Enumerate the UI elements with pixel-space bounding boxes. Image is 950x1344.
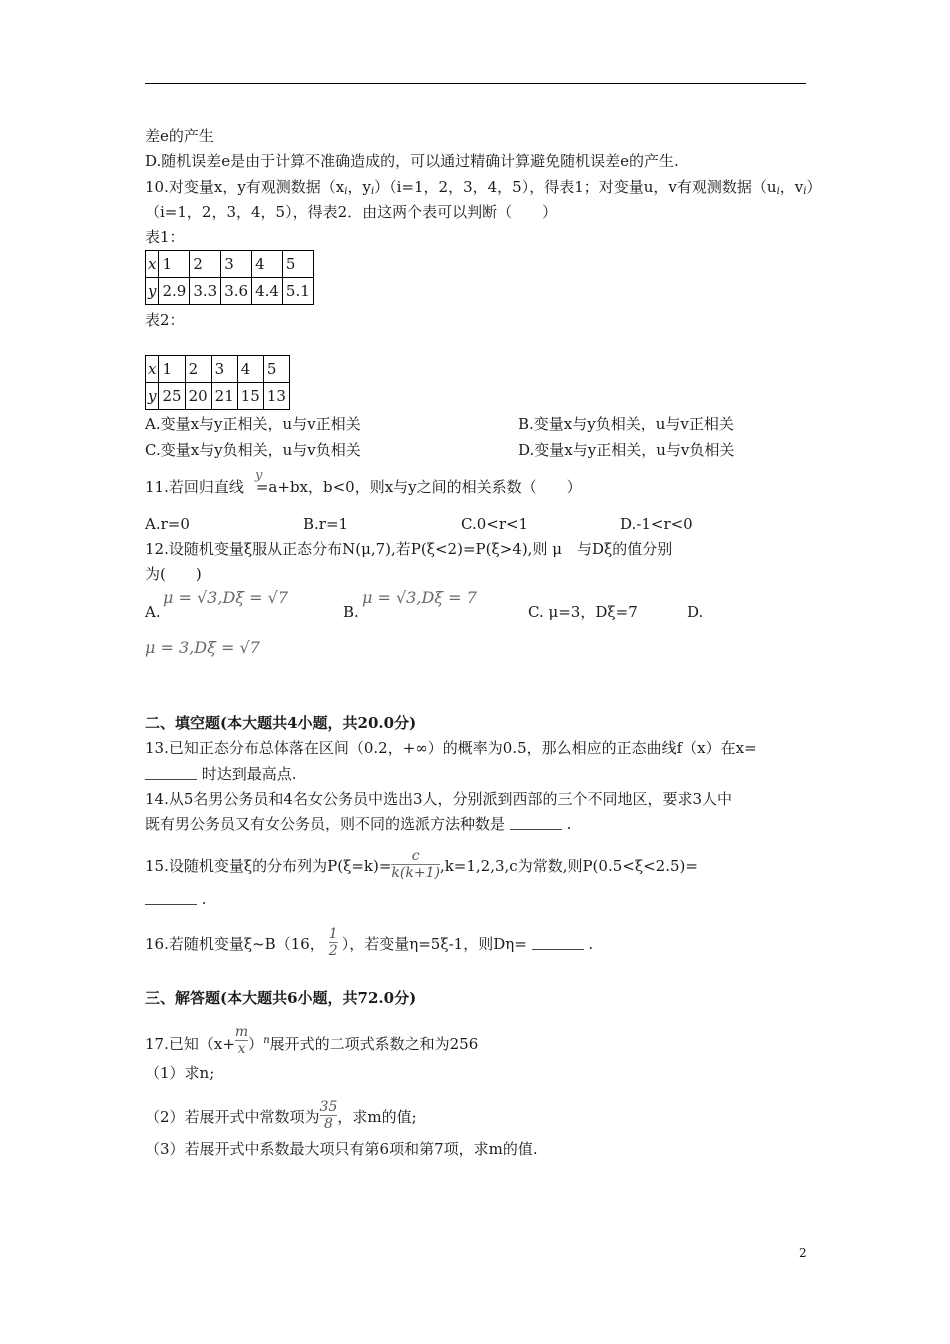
- q17-text-a: 17.已知（x+: [145, 1035, 235, 1053]
- table-cell: 15: [237, 383, 263, 410]
- question-16: [145, 926, 593, 959]
- q16-text-a: 16.若随机变量ξ~B（16，: [145, 935, 325, 953]
- table-1: [145, 250, 314, 305]
- table-cell: 2.9: [159, 278, 190, 305]
- table-cell: 5: [282, 251, 313, 278]
- q12-option-b-math: μ = √3,Dξ = 7: [362, 588, 477, 607]
- fraction-denominator: 8: [320, 1115, 338, 1132]
- page-number: 2: [799, 1246, 807, 1260]
- table-cell: 1: [159, 356, 185, 383]
- q17-fraction: [235, 1024, 248, 1057]
- table-1-label: 表1：: [145, 228, 185, 246]
- q15-fraction: [391, 848, 440, 881]
- q12-option-d-label: D.: [687, 603, 704, 621]
- q10-text-d: ，v: [779, 178, 804, 196]
- table-cell: 3.6: [221, 278, 252, 305]
- fraction-denominator: 2: [328, 943, 338, 959]
- question-13-line-2: [145, 764, 297, 784]
- question-14-line-1: 14.从5名男公务员和4名女公务员中选出3人，分别派到西部的三个不同地区，要求3人中: [145, 790, 733, 808]
- table-cell: 4: [237, 356, 263, 383]
- section-3-heading: 三、解答题(本大题共6小题，共72.0分): [145, 989, 417, 1007]
- question-17-part-1: （1）求n;: [145, 1064, 215, 1082]
- q11-y-hat: y: [255, 468, 263, 483]
- q15-text-b: ,k=1,2,3,c为常数,则P(0.5<ξ<2.5)=: [439, 857, 698, 875]
- q14-text: 既有男公务员又有女公务员，则不同的选派方法种数是: [145, 815, 506, 833]
- q15-period: .: [201, 890, 207, 908]
- fraction-denominator: k(k+1): [391, 865, 440, 881]
- question-15-line-2: [145, 889, 207, 909]
- table-cell: 4.4: [252, 278, 283, 305]
- table-cell: 20: [185, 383, 211, 410]
- question-17: [145, 1024, 478, 1057]
- q17-text-c: 展开式的二项式系数之和为256: [269, 1035, 479, 1053]
- table-cell: 3: [221, 251, 252, 278]
- fraction-numerator: 35: [319, 1099, 338, 1115]
- q16-text-b: ），若变量η=5ξ-1，则Dη=: [341, 935, 527, 953]
- question-15: [145, 848, 698, 881]
- q10-option-c: C.变量x与y负相关，u与v负相关: [145, 441, 361, 459]
- question-14-line-2: [145, 814, 571, 834]
- table-cell: x: [146, 251, 159, 278]
- q10-subscript: i: [776, 186, 780, 197]
- q14-period: .: [566, 815, 572, 833]
- q11-option-c: C.0<r<1: [461, 515, 529, 533]
- q17-exponent: n: [263, 1035, 270, 1046]
- question-12-line-1: 12.设随机变量ξ服从正态分布N(μ,7),若P(ξ<2)=P(ξ>4),则 μ 与Dξ的值分别: [145, 540, 673, 558]
- q15-text-a: 15.设随机变量ξ的分布列为P(ξ=k)=: [145, 857, 392, 875]
- q11-text-b: =a+bx，b<0，则x与y之间的相关系数（ ）: [255, 478, 582, 496]
- question-17-part-2: [145, 1099, 417, 1132]
- fraction-numerator: 1: [328, 926, 338, 942]
- q10-text-b: ，y: [347, 178, 371, 196]
- table-cell: 13: [263, 383, 289, 410]
- q10-text-e: ）: [806, 178, 822, 196]
- table-row: [146, 383, 290, 410]
- question-11: [145, 477, 582, 497]
- q17-2-fraction: [320, 1099, 338, 1132]
- q17-text-b: ）: [248, 1035, 264, 1053]
- q10-option-b: B.变量x与y负相关，u与v正相关: [518, 415, 734, 433]
- answer-blank: [510, 815, 562, 830]
- answer-blank: [532, 935, 584, 950]
- fraction-denominator: x: [235, 1040, 248, 1057]
- question-10-line-1: [145, 177, 821, 202]
- table-cell: 2: [185, 356, 211, 383]
- q12-option-a-math: μ = √3,Dξ = √7: [163, 588, 289, 607]
- answer-blank: [145, 765, 197, 780]
- table-cell: 4: [252, 251, 283, 278]
- q13-text: 时达到最高点.: [201, 765, 297, 783]
- table-2: [145, 355, 290, 410]
- q11-text-a: 11.若回归直线: [145, 478, 244, 496]
- question-17-part-3: （3）若展开式中系数最大项只有第6项和第7项，求m的值.: [145, 1140, 538, 1158]
- table-cell: 3: [211, 356, 237, 383]
- table-row: [146, 278, 314, 305]
- q12-option-c: C. μ=3，Dξ=7: [528, 603, 638, 621]
- section-2-heading: 二、填空题(本大题共4小题，共20.0分): [145, 714, 417, 732]
- q11-option-d: D.-1<r<0: [620, 515, 693, 533]
- question-13-line-1: 13.已知正态分布总体落在区间（0.2，+∞）的概率为0.5，那么相应的正态曲线f（x）在x=: [145, 739, 757, 757]
- q11-option-a: A.r=0: [145, 515, 190, 533]
- q10-subscript: i: [803, 186, 807, 197]
- q10-text-a: 10.对变量x，y有观测数据（x: [145, 178, 345, 196]
- q12-option-d-math: μ = 3,Dξ = √7: [145, 638, 260, 657]
- table-cell: 1: [159, 251, 190, 278]
- q12-option-a-label: A.: [145, 603, 161, 621]
- table-cell: 25: [159, 383, 185, 410]
- header-rule: [145, 83, 806, 84]
- q12-option-b-label: B.: [343, 603, 359, 621]
- fraction-numerator: c: [411, 848, 420, 864]
- table-cell: 2: [190, 251, 221, 278]
- answer-blank: [145, 890, 197, 905]
- q10-option-d: D.变量x与y正相关，u与v负相关: [518, 441, 735, 459]
- q17-2-text-a: （2）若展开式中常数项为: [145, 1108, 320, 1126]
- table-cell: y: [146, 383, 159, 410]
- table-cell: 3.3: [190, 278, 221, 305]
- fraction-numerator: m: [234, 1024, 249, 1040]
- q10-subscript: i: [370, 186, 375, 197]
- question-12-line-2: 为( ): [145, 565, 202, 583]
- q17-2-text-b: ，求m的值;: [337, 1108, 417, 1126]
- option-c-continuation: 差e的产生: [145, 127, 214, 145]
- q10-text-c: ）（i=1，2，3，4，5），得表1；对变量u，v有观测数据（u: [374, 178, 777, 196]
- table-cell: 5.1: [282, 278, 313, 305]
- table-cell: x: [146, 356, 159, 383]
- q16-fraction: [329, 926, 338, 959]
- question-10-line-2: （i=1，2，3，4，5），得表2．由这两个表可以判断（ ）: [145, 203, 558, 221]
- option-d: D.随机误差e是由于计算不准确造成的，可以通过精确计算避免随机误差e的产生.: [145, 152, 679, 170]
- table-row: [146, 251, 314, 278]
- q10-option-a: A.变量x与y正相关，u与v正相关: [145, 415, 361, 433]
- q11-option-b: B.r=1: [303, 515, 349, 533]
- table-row: [146, 356, 290, 383]
- q10-subscript: i: [344, 186, 348, 197]
- table-cell: 21: [211, 383, 237, 410]
- table-2-label: 表2：: [145, 311, 185, 329]
- table-cell: y: [146, 278, 159, 305]
- table-cell: 5: [263, 356, 289, 383]
- q16-period: .: [588, 935, 594, 953]
